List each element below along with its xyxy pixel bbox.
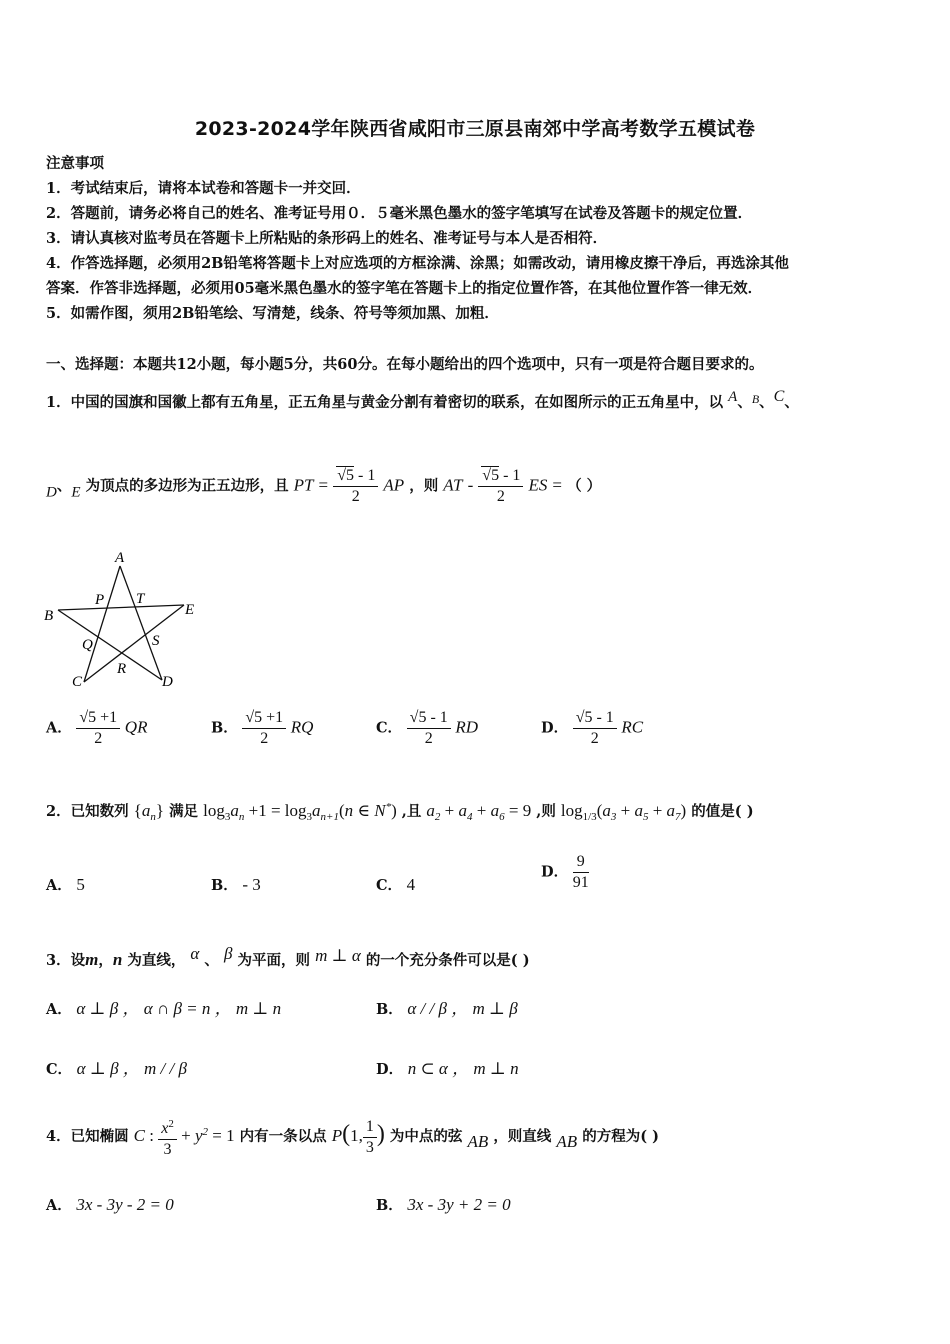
section-heading: 一、选择题：本题共12小题，每小题5分，共60分。在每小题给出的四个选项中，只有一项是符合题目要求的。: [46, 356, 764, 373]
q1-option-d[interactable]: D． $\frac{√5 - 1}{2}$ RC: [541, 709, 644, 747]
question-1-text: 1．中国的国旗和国徽上都有五角星，正五角星与黄金分割有着密切的联系，在如图所示的正五角星中，以: [46, 394, 724, 411]
q4-option-b[interactable]: B． 3x - 3y + 2 = 0: [376, 1195, 511, 1214]
note-item: 1．考试结束后，请将本试卷和答题卡一并交回．: [46, 180, 361, 197]
figure-label-c: C: [72, 674, 83, 690]
q3-option-b[interactable]: B． α / / β ， m ⊥ β: [376, 999, 518, 1018]
note-item: 3．请认真核对监考员在答题卡上所粘贴的条形码上的姓名、准考证号与本人是否相符．: [46, 230, 608, 247]
q4-option-a[interactable]: A． 3x - 3y - 2 = 0: [46, 1195, 174, 1214]
q2-option-b[interactable]: B． - 3: [211, 875, 261, 894]
q2-option-c[interactable]: C． 4: [376, 875, 416, 894]
pentagram-figure: [40, 548, 210, 693]
q2-log-expression: $\log_{1/3}$(: [560, 801, 603, 823]
q1-expression: AT: [443, 475, 463, 495]
figure-label-p: P: [95, 592, 105, 608]
figure-label-e: E: [185, 602, 195, 618]
question-1-text-2: 为顶点的多边形为正五边形，且: [85, 477, 289, 495]
note-item: 4．作答选择题，必须用2B铅笔将答题卡上对应选项的方框涂满、涂黑；如需改动，请用橡皮擦干净后，再选涂其他: [46, 255, 789, 272]
midpoint-p: P: [331, 1126, 343, 1145]
q3-option-a[interactable]: A． α ⊥ β ， α ∩ β = n ， m ⊥ n: [46, 999, 282, 1018]
note-item: 5．如需作图，须用2B铅笔绘、写清楚，线条、符号等须加黑、加粗．: [46, 305, 499, 322]
question-3: 3．设m，n 为直线， α 、 β 为平面，则 m ⊥ α 的一个充分条件可以是( ): [46, 944, 530, 969]
note-item: 2．答题前，请务必将自己的姓名、准考证号用０．５毫米黑色墨水的签字笔填写在试卷及答题卡的规定位置．: [46, 205, 753, 222]
q2-option-d[interactable]: D． $\frac{9}{91}$: [541, 853, 589, 891]
q1-vertex-b: B: [751, 392, 760, 406]
q1-vertex-a: A: [728, 389, 738, 405]
figure-label-t: T: [136, 591, 145, 607]
notes-heading: 注意事项: [46, 155, 104, 172]
q1-option-b[interactable]: B． $\frac{√5 +1}{2}$ RQ: [211, 709, 314, 747]
figure-label-d: D: [162, 674, 173, 690]
q2-recurrence: $\log_3$: [203, 801, 231, 823]
q1-condition-formula: PT: [293, 475, 314, 495]
golden-ratio-fraction: $\frac{√5 - 1}{2}$: [333, 466, 378, 507]
question-2: 2．已知数列 $\{a_n\}$ 满足 $\log_3a_n +1 = \log_3a_{n+1}(n$ ∈ N*) ,且 $a_2 + a_4 + a_6 = 9$ ,则 $\log_{1/3}(a_3 + a_5 + a_7)$ 的值是( ): [46, 801, 754, 823]
q1-vertex-e: E: [71, 484, 81, 501]
q2-sum-condition: $a_2$: [426, 801, 441, 823]
question-1-line-2: D、E 为顶点的多边形为正五边形，且 PT = $\frac{√5 - 1}{2}$ AP ，则 AT - $\frac{√5 - 1}{2}$ ES = （ ）: [46, 467, 602, 505]
figure-label-b: B: [44, 608, 54, 624]
q3-option-c[interactable]: C． α ⊥ β ， m / / β: [46, 1059, 187, 1078]
question-4: 4．已知椭圆 C : $\frac{x^2}{3}$ + $y^2 = 1$ 内有一条以点 P(1, $\frac{1}{3}$ ) 为中点的弦 AB ，则直线 AB 的方程为( ): [46, 1114, 659, 1160]
question-1-line-1: 1．中国的国旗和国徽上都有五角星，正五角星与黄金分割有着密切的联系，在如图所示的正五角星中，以 A、$^B$、C、: [46, 388, 799, 411]
q1-option-a[interactable]: A． $\frac{√5 +1}{2}$ QR: [46, 709, 148, 747]
q1-option-c[interactable]: C． $\frac{√5 - 1}{2}$ RD: [376, 709, 479, 747]
q1-vertex-c: C: [773, 388, 785, 405]
q2-option-a[interactable]: A． 5: [46, 875, 85, 894]
figure-label-r: R: [117, 661, 127, 677]
figure-label-a: A: [115, 550, 125, 566]
figure-label-s: S: [152, 633, 160, 649]
figure-label-q: Q: [82, 637, 93, 653]
note-item: 答案．作答非选择题，必须用05毫米黑色墨水的签字笔在答题卡上的指定位置作答，在其他位置作答一律无效．: [46, 280, 763, 297]
q3-option-d[interactable]: D． n ⊂ α ， m ⊥ n: [376, 1059, 519, 1078]
ellipse-equation: C: [133, 1126, 145, 1145]
q1-vertex-d: D: [46, 484, 57, 501]
page-title: 2023-2024学年陕西省咸阳市三原县南郊中学高考数学五模试卷: [194, 118, 756, 140]
